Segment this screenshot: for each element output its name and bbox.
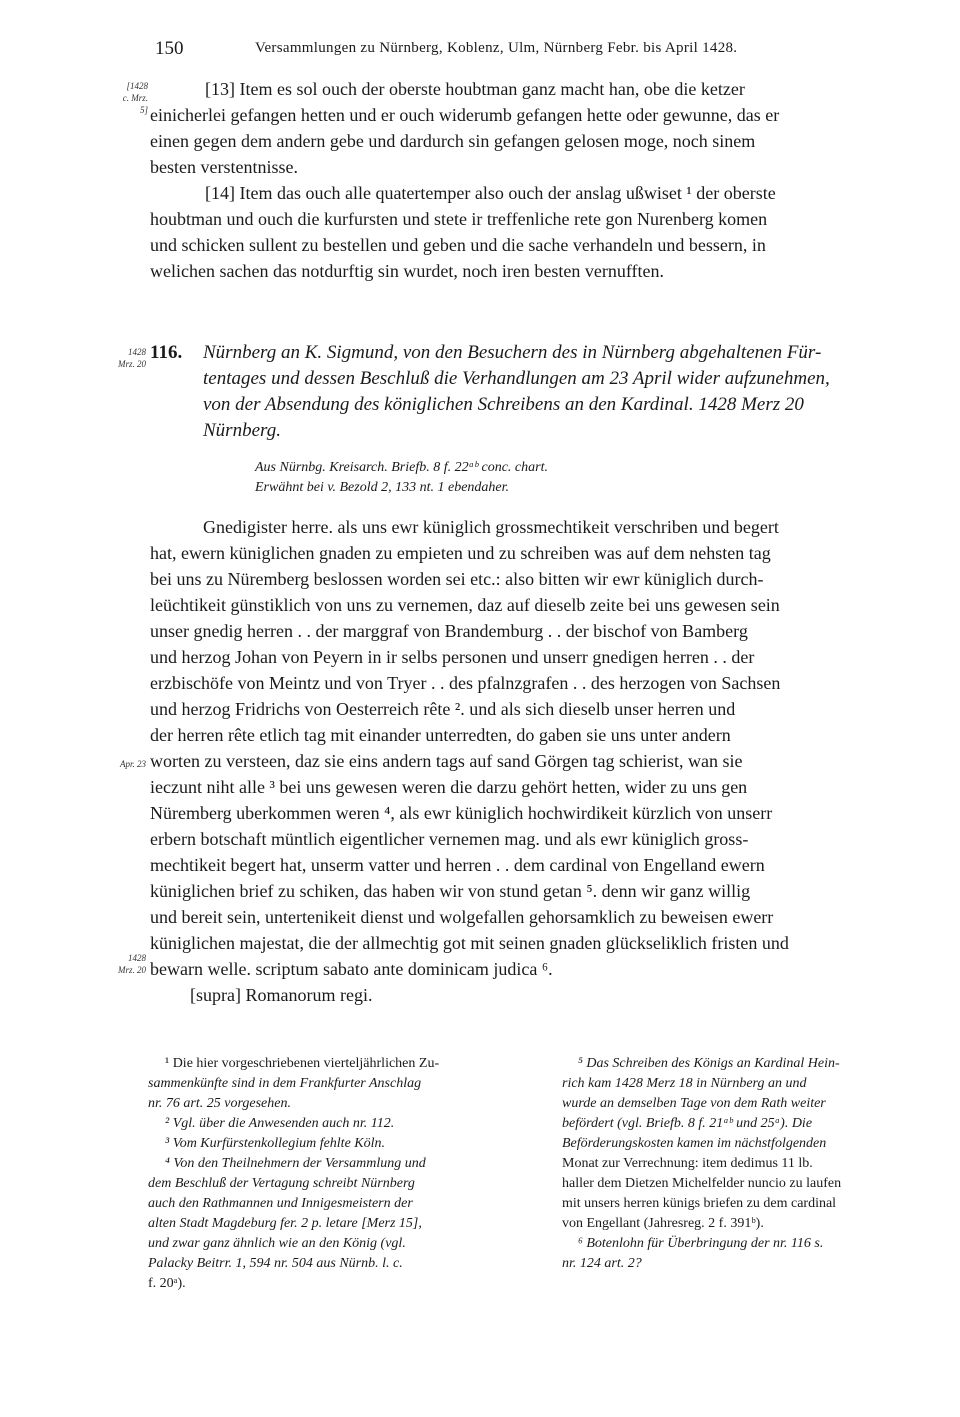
body-line: küniglichen majestat, die der allmechtig got mit seinen gnaden glückseliklich fristen und (150, 933, 789, 953)
document-title-line: Nürnberg. (203, 420, 281, 441)
running-title: Versammlungen zu Nürnberg, Koblenz, Ulm, Nürnberg Febr. bis April 1428. (255, 40, 738, 56)
body-line: und herzog Johan von Peyern in ir selbs personen und unserr gnedigen herren . . der (150, 647, 755, 667)
body-line: Gnedigister herre. als uns ewr küniglich grossmechtikeit verschriben und begert (203, 517, 779, 537)
footnote-line: wurde an demselben Tage von dem Rath weiter (562, 1096, 826, 1111)
text-line: und schicken sullent zu bestellen und geben und die sache verhandeln und bessern, in (150, 235, 766, 255)
margin-note-line: Mrz. 20 (117, 965, 146, 975)
footnote-line: Monat zur Verrechnung: item dedimus 11 lb. (562, 1156, 813, 1171)
text-line: einicherlei gefangen hetten und er ouch widerumb gefangen hette oder gewunne, das er (150, 105, 780, 125)
footnote-line: mit unsers herren künigs briefen zu dem cardinal (562, 1196, 837, 1211)
footnote-line: haller dem Dietzen Michelfelder nuncio zu laufen (562, 1176, 842, 1191)
footnote-line: ⁴ Von den Theilnehmern der Versammlung und (165, 1156, 426, 1171)
footnote-line: alten Stadt Magdeburg fer. 2 p. letare [Merz 15], (148, 1216, 422, 1231)
footnote-line: Palacky Beitrr. 1, 594 nr. 504 aus Nürnb. l. c. (148, 1256, 403, 1271)
body-line: hat, ewern küniglichen gnaden zu empieten und zu schreiben was auf dem nehsten tag (150, 543, 771, 563)
margin-note-line: [1428 (126, 81, 148, 91)
source-citation: Aus Nürnbg. Kreisarch. Briefb. 8 f. 22ᵃᵇ conc. chart. (255, 460, 548, 475)
margin-note-line: 1428 (128, 347, 146, 357)
margin-note-date-2 (108, 346, 146, 370)
document-title-line: von der Absendung des königlichen Schreibens an den Kardinal. 1428 Merz 20 (203, 394, 804, 415)
text-line: einen gegen dem andern gebe und dardurch sin gefangen gelosen moge, noch sinem (150, 131, 756, 151)
body-line: bei uns zu Nüremberg beslossen worden sei etc.: also bitten wir ewr küniglich durch- (150, 569, 764, 589)
body-line: erbern botschaft müntlich eigentlicher vernemen mag. und als ewr küniglich gross- (150, 829, 749, 849)
body-line: und bereit sein, untertenikeit dienst und wolgefallen gehorsamklich zu beweisen ewerr (150, 907, 774, 927)
margin-note-date-4 (100, 952, 146, 976)
footnote-line: ¹ Die hier vorgeschriebenen vierteljährlichen Zu- (165, 1056, 440, 1071)
page-number: 150 (155, 38, 184, 59)
text-line: besten verstentnisse. (150, 157, 298, 177)
body-line: küniglichen brief zu schiken, das haben wir von stund getan ⁵. denn wir ganz willig (150, 881, 751, 901)
source-citation: Erwähnt bei v. Bezold 2, 133 nt. 1 ebendaher. (255, 480, 510, 495)
running-header (155, 38, 845, 64)
body-line: unser gnedig herren . . der marggraf von Brandemburg . . der bischof von Bamberg (150, 621, 748, 641)
text-line: houbtman und ouch die kurfursten und stete ir treffenliche rete gon Nurenberg komen (150, 209, 768, 229)
document-title-line: Nürnberg an K. Sigmund, von den Besuchern des in Nürnberg abgehaltenen Für- (203, 342, 822, 363)
footnote-line: Beförderungskosten kamen im nächstfolgenden (562, 1136, 827, 1151)
footnote-line: ³ Vom Kurfürstenkollegium fehlte Köln. (165, 1136, 386, 1151)
footnote-line: nr. 76 art. 25 vorgesehen. (148, 1096, 291, 1111)
margin-note-date-3 (100, 758, 146, 770)
document-number (150, 340, 182, 366)
text-line: [14] Item das ouch alle quatertemper also ouch der anslag ußwiset ¹ der oberste (205, 183, 776, 203)
body-line: ieczunt niht alle ³ bei uns gewesen weren die darzu gehört hetten, wider zu uns gen (150, 777, 748, 797)
footnote-line: und zwar ganz ähnlich wie an den König (vgl. (148, 1236, 406, 1251)
document-number-label: 116. (150, 342, 183, 363)
body-line: bewarn welle. scriptum sabato ante dominicam judica ⁶. (150, 959, 553, 979)
body-line: und herzog Fridrichs von Oesterreich rête ². und als sich dieselb unser herren und (150, 699, 736, 719)
body-line: erzbischöfe von Meintz und von Tryer . . des pfalnzgrafen . . des herzogen von Sachsen (150, 673, 781, 693)
footnote-line: nr. 124 art. 2? (562, 1256, 642, 1271)
text-line: welichen sachen das notdurftig sin wurdet, noch iren besten vernufften. (150, 261, 665, 281)
body-line: leüchtikeit günstiklich von uns zu vernemen, daz auf dieselb zeite bei uns gewesen sein (150, 595, 780, 615)
footnote-line: von Engellant (Jahresreg. 2 f. 391ᵇ). (562, 1216, 764, 1231)
margin-note-line: Apr. 23 (119, 759, 146, 769)
footnote-line: ⁵ Das Schreiben des Königs an Kardinal Hein- (578, 1056, 840, 1071)
margin-note-line: c. Mrz. (122, 93, 148, 103)
margin-note-line: 1428 (128, 953, 146, 963)
body-line: worten zu versteen, daz sie eins andern tags auf sand Görgen tag schierist, wan sie (150, 751, 743, 771)
footnote-line: auch den Rathmannen und Innigesmeistern der (148, 1196, 413, 1211)
body-line: Nüremberg uberkommen weren ⁴, als ewr küniglich hochwirdikeit kürzlich von unserr (150, 803, 773, 823)
address-line: [supra] Romanorum regi. (190, 985, 373, 1005)
body-line: der herren rête etlich tag mit einander unterredten, do gaben sie uns unter andern (150, 725, 731, 745)
text-line: [13] Item es sol ouch der oberste houbtman ganz macht han, obe die ketzer (205, 79, 745, 99)
margin-note-line: 5] (139, 105, 148, 115)
footnote-line: rich kam 1428 Merz 18 in Nürnberg an und (562, 1076, 807, 1091)
footnote-line: f. 20ᵃ). (148, 1276, 186, 1291)
footnote-line: befördert (vgl. Briefb. 8 f. 21ᵃᵇ und 25ᵃ). Die (562, 1116, 813, 1131)
margin-note-line: Mrz. 20 (117, 359, 146, 369)
margin-note-date-1 (118, 80, 148, 116)
footnote-line: dem Beschluß der Vertagung schreibt Nürnberg (148, 1176, 415, 1191)
footnote-line: ⁶ Botenlohn für Überbringung der nr. 116 s. (578, 1236, 824, 1251)
footnote-line: ² Vgl. über die Anwesenden auch nr. 112. (165, 1116, 395, 1131)
document-title-line: tentages und dessen Beschluß die Verhandlungen am 23 April wider aufzunehmen, (203, 368, 830, 389)
footnote-line: sammenkünfte sind in dem Frankfurter Anschlag (148, 1076, 422, 1091)
body-line: mechtikeit begert hat, unserm vatter und herren . . dem cardinal von Engelland ewern (150, 855, 765, 875)
